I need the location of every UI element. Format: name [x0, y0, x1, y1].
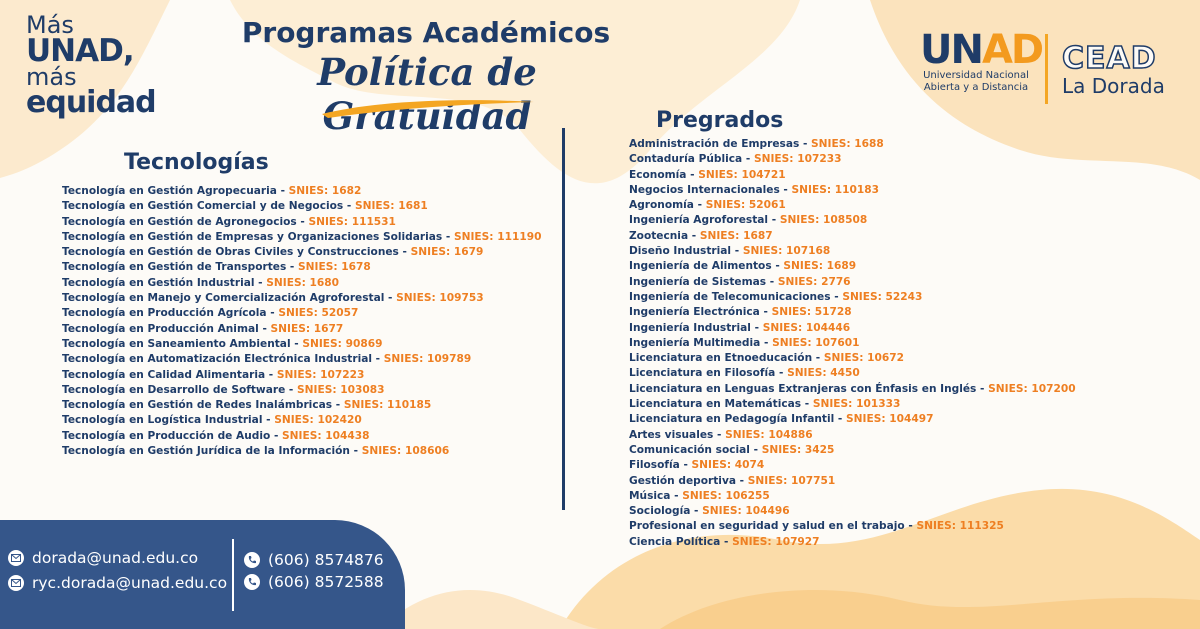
- snies-code: SNIES: 111190: [453, 230, 542, 243]
- program-item: [62, 260, 541, 275]
- phone-icon: [244, 552, 260, 568]
- email-2[interactable]: ryc.dorada@unad.edu.co: [32, 574, 228, 592]
- program-name: Agronomía -: [629, 199, 706, 212]
- program-name: Música -: [629, 489, 683, 502]
- phone-icon: [244, 574, 260, 590]
- program-name: Tecnología en Producción de Audio -: [62, 429, 283, 442]
- program-name: Tecnología en Logística Industrial -: [62, 414, 275, 427]
- snies-code: SNIES: 104496: [702, 505, 790, 518]
- snies-code: SNIES: 104438: [282, 429, 370, 442]
- program-item: [629, 504, 1076, 519]
- logo-mark-main: UN: [920, 27, 982, 73]
- program-name: Ingeniería Industrial -: [629, 321, 763, 334]
- snies-code: SNIES: 52243: [842, 290, 923, 303]
- program-item: [62, 413, 541, 428]
- snies-code: SNIES: 102420: [274, 414, 362, 427]
- snies-code: SNIES: 107223: [276, 368, 365, 381]
- snies-code: SNIES: 106255: [682, 489, 770, 502]
- program-name: Tecnología en Automatización Electrónica Industrial -: [62, 353, 384, 366]
- program-item: [629, 321, 1076, 336]
- program-item: [629, 198, 1076, 213]
- program-item: [629, 305, 1076, 320]
- program-item: [62, 444, 541, 459]
- program-name: Licenciatura en Lenguas Extranjeras con Énfasis en Inglés -: [629, 382, 989, 395]
- tecnologias-list: [62, 184, 541, 459]
- phone-1[interactable]: (606) 8574876: [268, 551, 384, 569]
- program-item: [62, 368, 541, 383]
- program-name: Tecnología en Saneamiento Ambiental -: [62, 337, 303, 350]
- program-item: [629, 244, 1076, 259]
- program-name: Tecnología en Gestión Agropecuaria -: [62, 185, 289, 197]
- program-name: Tecnología en Producción Agrícola -: [62, 307, 279, 320]
- program-item: [629, 519, 1076, 534]
- program-name: Filosofía -: [629, 459, 692, 472]
- snies-code: SNIES: 109789: [383, 353, 472, 366]
- program-item: [62, 184, 541, 199]
- column-divider: [562, 128, 565, 510]
- phone-row-1: [244, 551, 384, 569]
- program-name: Profesional en seguridad y salud en el trabajo -: [629, 520, 917, 533]
- contact-divider: [232, 539, 234, 611]
- program-name: Licenciatura en Pedagogía Infantil -: [629, 413, 847, 426]
- program-item: [629, 183, 1076, 198]
- snies-code: SNIES: 108606: [361, 445, 450, 458]
- snies-code: SNIES: 104497: [846, 413, 934, 426]
- program-name: Negocios Internacionales -: [629, 183, 792, 196]
- cead-location: La Dorada: [1062, 74, 1165, 98]
- program-item: [629, 290, 1076, 305]
- program-name: Artes visuales -: [629, 428, 726, 441]
- page-title: Programas Académicos: [241, 16, 611, 49]
- program-name: Tecnología en Manejo y Comercialización Agroforestal -: [62, 292, 397, 305]
- program-item: [629, 152, 1076, 167]
- pregrados-heading: Pregrados: [656, 108, 784, 133]
- program-item: [62, 199, 541, 214]
- program-item: [62, 337, 541, 352]
- slogan: [26, 11, 176, 121]
- logo-mark-accent: AD: [981, 27, 1043, 73]
- program-item: [62, 245, 541, 260]
- program-item: [629, 137, 1076, 152]
- snies-code: SNIES: 10672: [823, 352, 904, 365]
- program-name: Contaduría Pública -: [629, 153, 754, 166]
- email-row-2: [8, 574, 227, 592]
- unad-logo-mark: [920, 27, 1043, 73]
- snies-code: SNIES: 1679: [410, 246, 484, 259]
- brush-stroke-decoration: [318, 96, 538, 120]
- program-name: Tecnología en Gestión Industrial -: [62, 276, 267, 289]
- pregrados-list: [629, 137, 1076, 550]
- program-name: Diseño Industrial -: [629, 245, 743, 258]
- program-name: Tecnología en Gestión de Agronegocios -: [62, 215, 309, 228]
- program-item: [629, 443, 1076, 458]
- program-name: Ingeniería de Sistemas -: [629, 275, 778, 288]
- program-item: [62, 230, 541, 245]
- snies-code: SNIES: 101333: [812, 398, 901, 411]
- envelope-icon: [8, 550, 24, 566]
- program-name: Ingeniería Agroforestal -: [629, 214, 780, 227]
- program-item: [62, 383, 541, 398]
- snies-code: SNIES: 103083: [297, 383, 385, 396]
- envelope-icon: [8, 575, 24, 591]
- cead-title: CEAD: [1062, 41, 1157, 76]
- program-name: Tecnología en Calidad Alimentaria -: [62, 368, 277, 381]
- program-name: Economía -: [629, 168, 699, 181]
- snies-code: SNIES: 1677: [270, 322, 344, 335]
- program-name: Ingeniería Multimedia -: [629, 336, 773, 349]
- snies-code: SNIES: 107168: [742, 245, 831, 258]
- snies-code: SNIES: 107200: [988, 382, 1076, 395]
- snies-code: SNIES: 51728: [771, 306, 852, 319]
- program-name: Licenciatura en Filosofía -: [629, 367, 788, 380]
- snies-code: SNIES: 111325: [916, 520, 1004, 533]
- snies-code: SNIES: 107927: [732, 535, 820, 548]
- program-name: Tecnología en Producción Animal -: [62, 322, 271, 335]
- slogan-line-1: Más: [26, 11, 74, 39]
- program-item: [62, 291, 541, 306]
- program-item: [629, 474, 1076, 489]
- program-item: [629, 535, 1076, 550]
- snies-code: SNIES: 104886: [725, 428, 813, 441]
- program-name: Ingeniería de Telecomunicaciones -: [629, 290, 843, 303]
- email-1[interactable]: dorada@unad.edu.co: [32, 549, 199, 567]
- snies-code: SNIES: 109753: [396, 292, 484, 305]
- snies-code: SNIES: 4074: [691, 459, 765, 472]
- program-item: [629, 489, 1076, 504]
- program-name: Tecnología en Desarrollo de Software -: [62, 383, 298, 396]
- program-item: [629, 366, 1076, 381]
- program-item: [629, 412, 1076, 427]
- snies-code: SNIES: 1681: [354, 200, 428, 213]
- program-name: Comunicación social -: [629, 443, 762, 456]
- snies-code: SNIES: 110183: [791, 183, 879, 196]
- program-name: Zootecnia -: [629, 229, 700, 242]
- phone-row-2: [244, 573, 384, 591]
- program-name: Tecnología en Gestión de Obras Civiles y Construcciones -: [62, 246, 411, 259]
- program-name: Administración de Empresas -: [629, 138, 812, 150]
- snies-code: SNIES: 4450: [787, 367, 860, 380]
- program-name: Tecnología en Gestión de Transportes -: [62, 261, 299, 274]
- program-item: [629, 351, 1076, 366]
- program-item: [629, 275, 1076, 290]
- snies-code: SNIES: 52057: [278, 307, 359, 320]
- snies-code: SNIES: 108508: [779, 214, 868, 227]
- cead-label: [1062, 41, 1165, 98]
- program-item: [62, 322, 541, 337]
- snies-code: SNIES: 107233: [753, 153, 842, 166]
- program-item: [62, 276, 541, 291]
- program-name: Licenciatura en Etnoeducación -: [629, 352, 824, 365]
- program-item: [629, 229, 1076, 244]
- program-name: Ingeniería Electrónica -: [629, 306, 772, 319]
- program-item: [62, 429, 541, 444]
- program-name: Tecnología en Gestión de Empresas y Organizaciones Solidarias -: [62, 230, 454, 243]
- snies-code: SNIES: 1689: [783, 260, 857, 273]
- program-name: Tecnología en Gestión Jurídica de la Información -: [62, 445, 362, 458]
- program-item: [62, 352, 541, 367]
- program-item: [62, 306, 541, 321]
- unad-logo: [920, 27, 1043, 93]
- snies-code: SNIES: 111531: [308, 215, 396, 228]
- program-item: [629, 259, 1076, 274]
- unad-name-line-2: Abierta y a Distancia: [923, 81, 1029, 93]
- page-subtitle: Política de Gratuidad: [317, 50, 537, 138]
- snies-code: SNIES: 1687: [699, 229, 773, 242]
- program-item: [629, 458, 1076, 473]
- snies-code: SNIES: 110185: [343, 399, 432, 412]
- program-name: Ingeniería de Alimentos -: [629, 260, 784, 273]
- unad-name-line-1: Universidad Nacional: [923, 70, 1029, 81]
- slogan-line-2: UNAD,: [26, 32, 134, 69]
- snies-code: SNIES: 1682: [288, 185, 362, 197]
- snies-code: SNIES: 90869: [302, 337, 383, 350]
- phone-2[interactable]: (606) 8572588: [268, 573, 384, 591]
- program-item: [629, 168, 1076, 183]
- program-name: Ciencia Política -: [629, 535, 733, 548]
- snies-code: SNIES: 1688: [811, 138, 884, 150]
- snies-code: SNIES: 3425: [761, 443, 835, 456]
- snies-code: SNIES: 107601: [772, 336, 860, 349]
- program-item: [62, 398, 541, 413]
- slogan-line-4: equidad: [26, 85, 156, 121]
- snies-code: SNIES: 104446: [762, 321, 851, 334]
- program-item: [629, 382, 1076, 397]
- program-item: [629, 336, 1076, 351]
- email-row-1: [8, 549, 198, 567]
- tecnologias-heading: Tecnologías: [124, 150, 269, 175]
- program-item: [629, 428, 1076, 443]
- snies-code: SNIES: 104721: [698, 168, 786, 181]
- snies-code: SNIES: 107751: [747, 474, 836, 487]
- snies-code: SNIES: 52061: [705, 199, 786, 212]
- program-item: [629, 213, 1076, 228]
- program-item: [629, 397, 1076, 412]
- program-name: Licenciatura en Matemáticas -: [629, 398, 813, 411]
- program-name: Tecnología en Gestión de Redes Inalámbricas -: [62, 399, 344, 412]
- program-item: [62, 215, 541, 230]
- program-name: Tecnología en Gestión Comercial y de Negocios -: [62, 200, 355, 213]
- snies-code: SNIES: 1680: [266, 276, 339, 289]
- logo-divider: [1045, 34, 1048, 104]
- slogan-line-3: más: [26, 63, 77, 92]
- program-name: Gestión deportiva -: [629, 474, 748, 487]
- snies-code: SNIES: 2776: [777, 275, 851, 288]
- snies-code: SNIES: 1678: [298, 261, 371, 274]
- program-name: Sociología -: [629, 505, 703, 518]
